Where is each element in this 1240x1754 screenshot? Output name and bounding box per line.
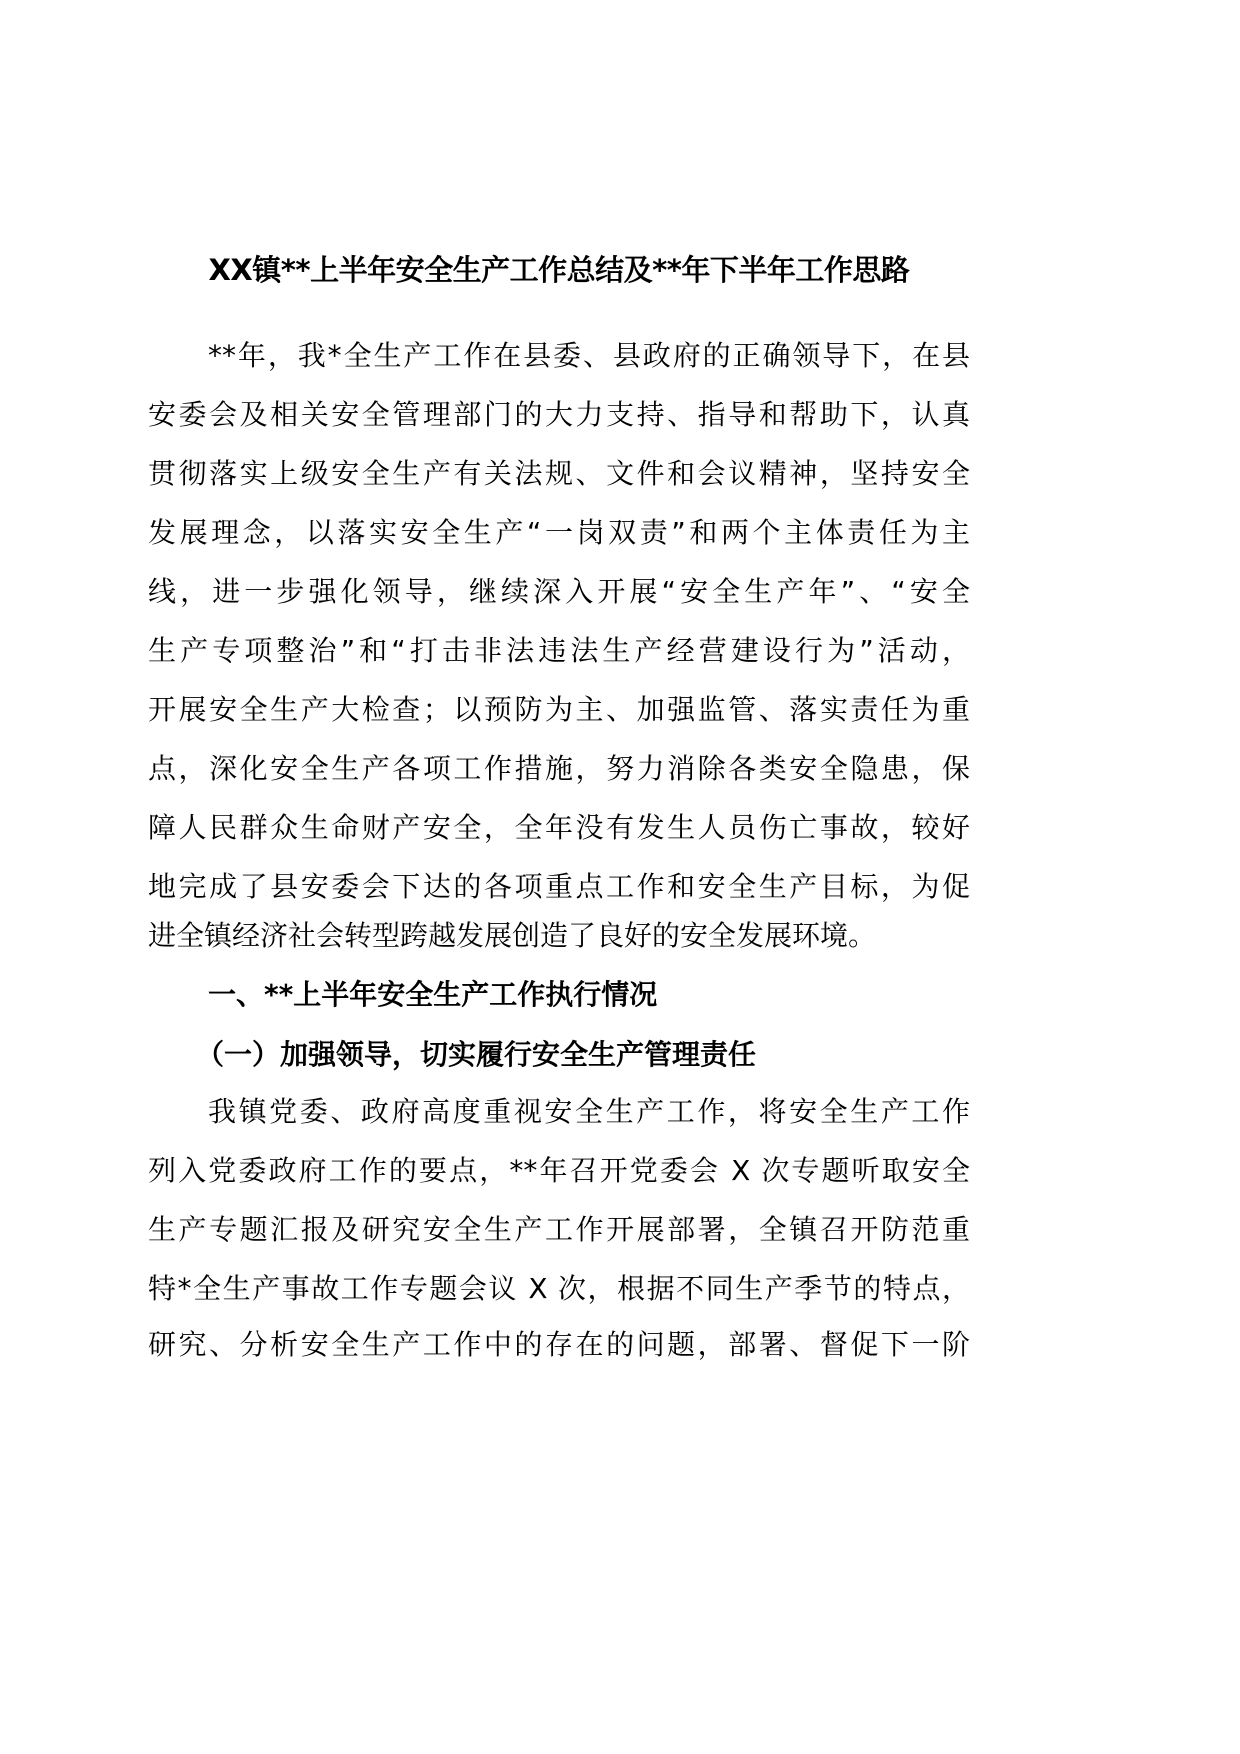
section-heading: 一、**上半年安全生产工作执行情况 xyxy=(208,978,658,1011)
paragraph-line: 生产专题汇报及研究安全生产工作开展部署，全镇召开防范重 xyxy=(148,1213,970,1246)
paragraph-line: 我镇党委、政府高度重视安全生产工作，将安全生产工作 xyxy=(208,1095,970,1128)
document-title: XX镇**上半年安全生产工作总结及**年下半年工作思路 xyxy=(208,253,910,287)
paragraph-line: 点，深化安全生产各项工作措施，努力消除各类安全隐患，保 xyxy=(148,752,970,785)
paragraph-line: 列入党委政府工作的要点，**年召开党委会 X 次专题听取安全 xyxy=(148,1154,970,1187)
paragraph-line: 地完成了县安委会下达的各项重点工作和安全生产目标，为促 xyxy=(148,870,970,903)
paragraph-line: 发展理念，以落实安全生产“一岗双责”和两个主体责任为主 xyxy=(148,516,970,549)
paragraph-line: 安委会及相关安全管理部门的大力支持、指导和帮助下，认真 xyxy=(148,398,970,431)
paragraph-line: 生产专项整治”和“打击非法违法生产经营建设行为”活动， xyxy=(148,634,970,667)
paragraph-line: **年，我*全生产工作在县委、县政府的正确领导下，在县 xyxy=(208,339,970,372)
paragraph-line: 开展安全生产大检查；以预防为主、加强监管、落实责任为重 xyxy=(148,693,970,726)
paragraph-line: 进全镇经济社会转型跨越发展创造了良好的安全发展环境。 xyxy=(148,919,877,952)
paragraph-line: 特*全生产事故工作专题会议 X 次，根据不同生产季节的特点， xyxy=(148,1272,970,1305)
paragraph-line: 贯彻落实上级安全生产有关法规、文件和会议精神，坚持安全 xyxy=(148,457,970,490)
paragraph-line: 研究、分析安全生产工作中的存在的问题，部署、督促下一阶 xyxy=(148,1328,970,1361)
subsection-heading: （一）加强领导，切实履行安全生产管理责任 xyxy=(196,1038,757,1071)
paragraph-line: 障人民群众生命财产安全，全年没有发生人员伤亡事故，较好 xyxy=(148,811,970,844)
paragraph-line: 线，进一步强化领导，继续深入开展“安全生产年”、“安全 xyxy=(148,575,970,608)
